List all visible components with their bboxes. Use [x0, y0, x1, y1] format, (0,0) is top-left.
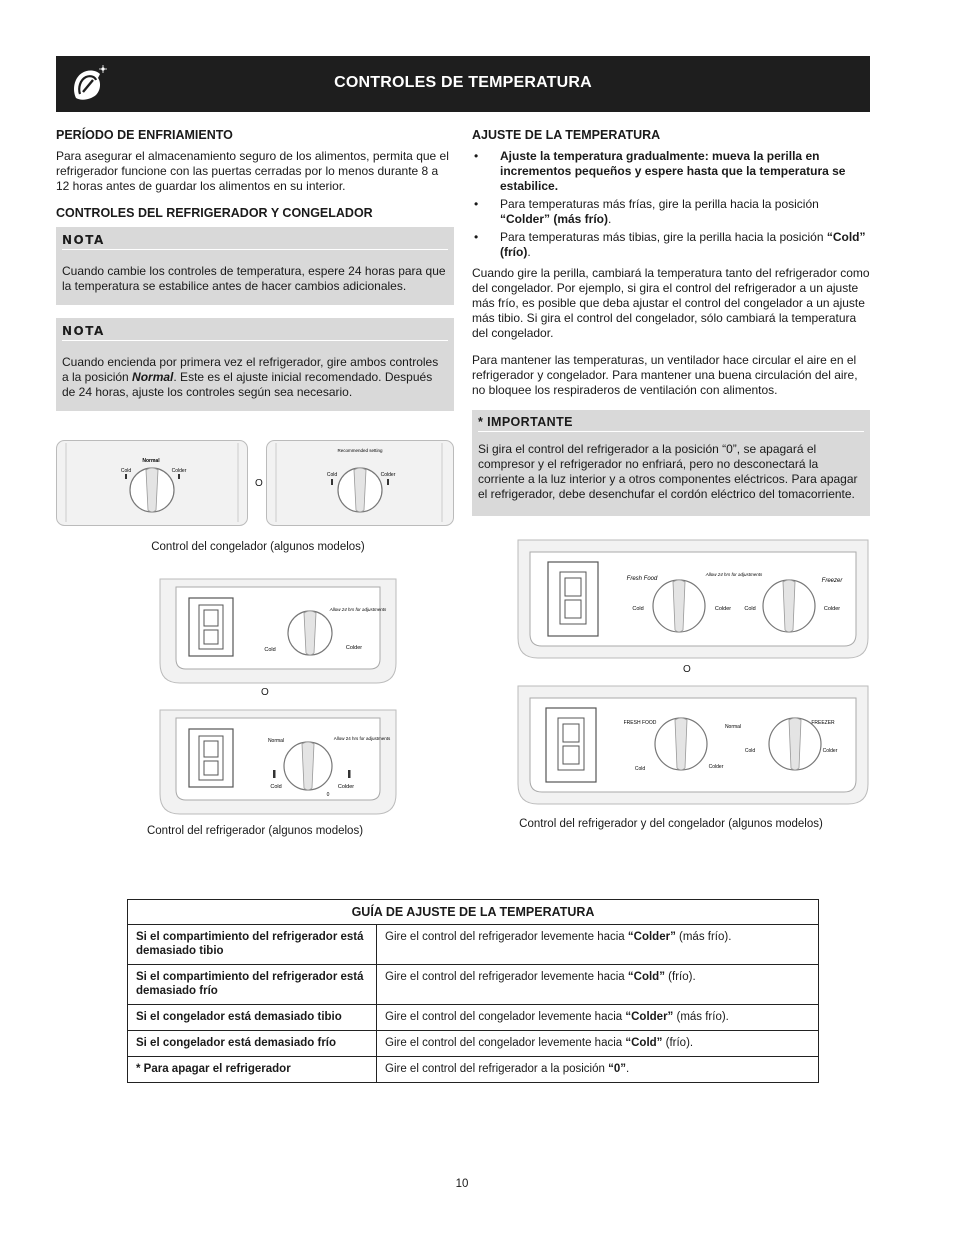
knob-label: 0	[326, 792, 330, 798]
knob-label: Colder	[380, 472, 396, 478]
bullet-emphasis: “Cold” (frío)	[500, 230, 866, 259]
important-title: * IMPORTANTE	[478, 415, 864, 432]
note-box-1	[56, 227, 454, 305]
knob-label: Normal	[267, 738, 285, 744]
note-text-part: Cuando encienda por primera vez el refrigerador, gire ambos controles a la posición	[62, 355, 439, 384]
or-label: O	[261, 687, 269, 698]
table-row	[128, 965, 819, 1005]
adjust-heading: AJUSTE DE LA TEMPERATURA	[472, 128, 661, 142]
freezer-control-figure-a	[56, 440, 248, 526]
bullet-text: .	[527, 245, 531, 259]
note-text-emphasis: Normal	[132, 370, 174, 384]
knob-label: Colder	[714, 606, 732, 612]
bullet-item	[472, 149, 870, 194]
knob-label: Colder	[822, 748, 838, 754]
or-label: O	[683, 664, 691, 675]
note-text: Cuando cambie los controles de temperatura, espere 24 horas para que la temperatura se estabilice antes de hacer cambios adicionales.	[62, 264, 446, 293]
paragraph: Para mantener las temperaturas, un ventilador hace circular el aire en el refrigerador y congelador. Para mantener una buena circulación del aire, no bloquee los respiraderos de ventilación con alimentos.	[472, 353, 858, 397]
thermometer-icon	[331, 479, 333, 485]
note-text	[62, 355, 448, 400]
page-header	[56, 56, 870, 112]
knob-label: Recommended setting	[337, 448, 383, 453]
right-column	[472, 128, 870, 516]
knob-label: Cold	[270, 784, 282, 790]
fridge-caption: Control del refrigerador (algunos modelos)	[146, 825, 364, 837]
page-title: CONTROLES DE TEMPERATURA	[334, 74, 592, 91]
table-row	[128, 1031, 819, 1057]
knob-label: Colder	[337, 784, 355, 790]
bullet-emphasis: “Colder” (más frío)	[500, 212, 609, 226]
freezer-caption: Control del congelador (algunos modelos)	[151, 541, 365, 553]
important-text: Si gira el control del refrigerador a la posición “0”, se apagará el compresor y el refrigerador no enfriará, pero no desconectará la corriente a la luz interior y a otros componentes eléctricos. Para apagar el refrigerador, debe desenchufar el cordón eléctrico del tomacorriente.	[478, 442, 858, 501]
table-row	[128, 1057, 819, 1083]
bullet-text: Para temperaturas más tibias, gire la perilla hacia la posición	[500, 230, 827, 244]
bullet-item	[472, 230, 870, 260]
note-text-part: . Este es el ajuste inicial recomendado. Después de 24 horas, ajuste los controles según sea necesario.	[62, 370, 433, 399]
action-emphasis: “Colder”	[627, 931, 676, 943]
bullet-text: .	[608, 212, 612, 226]
table-cell-condition: Si el compartimiento del refrigerador está demasiado tibio	[128, 925, 377, 965]
knob-label: Cold	[634, 766, 646, 772]
table-row	[128, 1005, 819, 1031]
combined-control-figure-b	[516, 684, 870, 806]
page-number: 10	[455, 1178, 469, 1190]
cooling-text: Para asegurar el almacenamiento seguro de los alimentos, permita que el refrigerador funcione con las puertas cerradas por lo menos durante 8 a 12 horas antes de guardar los alimentos en su interior.	[56, 149, 449, 193]
action-text: Gire el control del congelador levemente hacia	[385, 1011, 626, 1023]
knob-label: Allow 24 hrs for adjustments	[333, 736, 391, 741]
table-row	[128, 925, 819, 965]
freezer-control-figure-b	[266, 440, 454, 526]
note-box-2	[56, 318, 454, 411]
table-cell-condition: Si el compartimiento del refrigerador está demasiado frío	[128, 965, 377, 1005]
thermometer-icon	[178, 474, 180, 479]
table-cell-condition: * Para apagar el refrigerador	[128, 1057, 377, 1083]
table-title: GUÍA DE AJUSTE DE LA TEMPERATURA	[128, 900, 819, 925]
knob-label: Cold	[326, 472, 338, 478]
note-title: NOTA	[62, 233, 448, 250]
or-label: O	[255, 478, 263, 489]
bullet-text: Para temperaturas más frías, gire la perilla hacia la posición	[500, 197, 819, 211]
combined-control-figure-a	[516, 538, 870, 660]
knob-label: Cold	[264, 647, 276, 653]
table-cell-action	[377, 965, 819, 1005]
knob-label: Normal	[142, 458, 160, 464]
knob-label: Freezer	[821, 578, 843, 584]
action-text: (frío).	[664, 971, 696, 983]
bullet-text: Ajuste la temperatura gradualmente: mueva la perilla en incrementos pequeños y espere hasta que la temperatura se estabilice.	[500, 149, 846, 193]
knob-label: Normal	[724, 724, 742, 730]
knob-label: Cold	[744, 748, 756, 754]
knob-label: Fresh Food	[626, 576, 658, 582]
combined-caption: Control del refrigerador y del congelador (algunos modelos)	[519, 818, 823, 830]
knob-label: Allow 24 hrs for adjustments	[329, 607, 387, 612]
action-emphasis: “Cold”	[625, 1037, 663, 1049]
left-column	[56, 128, 454, 424]
bullet-item	[472, 197, 870, 227]
knob-label: Cold	[744, 606, 756, 612]
note-title: NOTA	[62, 324, 448, 341]
action-text: Gire el control del refrigerador levemente hacia	[385, 971, 628, 983]
knob-label: Cold	[120, 468, 132, 474]
action-emphasis: “Cold”	[627, 971, 665, 983]
action-text: (más frío).	[673, 1011, 729, 1023]
knob-label: Colder	[823, 606, 841, 612]
action-text: (más frío).	[675, 931, 732, 943]
fridge-control-figure-a	[158, 575, 398, 685]
action-text: Gire el control del congelador levemente hacia	[385, 1037, 626, 1049]
table-cell-action	[377, 1005, 819, 1031]
knob-label: Allow 24 hrs for adjustments	[705, 572, 763, 577]
temperature-guide-table	[127, 899, 819, 1083]
adjust-bullets	[472, 149, 870, 260]
thermometer-icon	[387, 479, 389, 485]
table-cell-action	[377, 925, 819, 965]
thermometer-icon	[125, 474, 127, 479]
table-cell-action	[377, 1031, 819, 1057]
knob-label: Colder	[345, 645, 363, 651]
paragraph: Cuando gire la perilla, cambiará la temperatura tanto del refrigerador como del congelador. Por ejemplo, si gira el control del refrigerador a un ajuste más frío, es posible que deba ajustar el control del congelador a un ajuste más tibio. Si gira el control del congelador, sólo cambiará la temperatura del congelador.	[472, 266, 870, 340]
cooling-heading: PERÍODO DE ENFRIAMIENTO	[56, 128, 233, 142]
controls-heading: CONTROLES DEL REFRIGERADOR Y CONGELADOR	[56, 206, 373, 220]
table-header-row	[128, 900, 819, 925]
action-text: .	[626, 1063, 630, 1075]
action-text: (frío).	[662, 1037, 694, 1049]
knob-label: FRESH FOOD	[623, 720, 657, 726]
action-emphasis: “Colder”	[625, 1011, 674, 1023]
important-box	[472, 410, 870, 516]
table-cell-condition: Si el congelador está demasiado frío	[128, 1031, 377, 1057]
thermometer-icon	[348, 770, 351, 778]
action-emphasis: “0”	[608, 1063, 626, 1075]
thermometer-icon	[273, 770, 276, 778]
knob-label: FREEZER	[811, 720, 835, 726]
knob-label: Colder	[708, 764, 724, 770]
action-text: Gire el control del refrigerador a la posición	[385, 1063, 609, 1075]
fridge-control-figure-b	[158, 706, 398, 816]
table-cell-action	[377, 1057, 819, 1083]
knob-label: Cold	[632, 606, 644, 612]
knob-label: Colder	[171, 468, 187, 474]
table-cell-condition: Si el congelador está demasiado tibio	[128, 1005, 377, 1031]
action-text: Gire el control del refrigerador levemente hacia	[385, 931, 628, 943]
